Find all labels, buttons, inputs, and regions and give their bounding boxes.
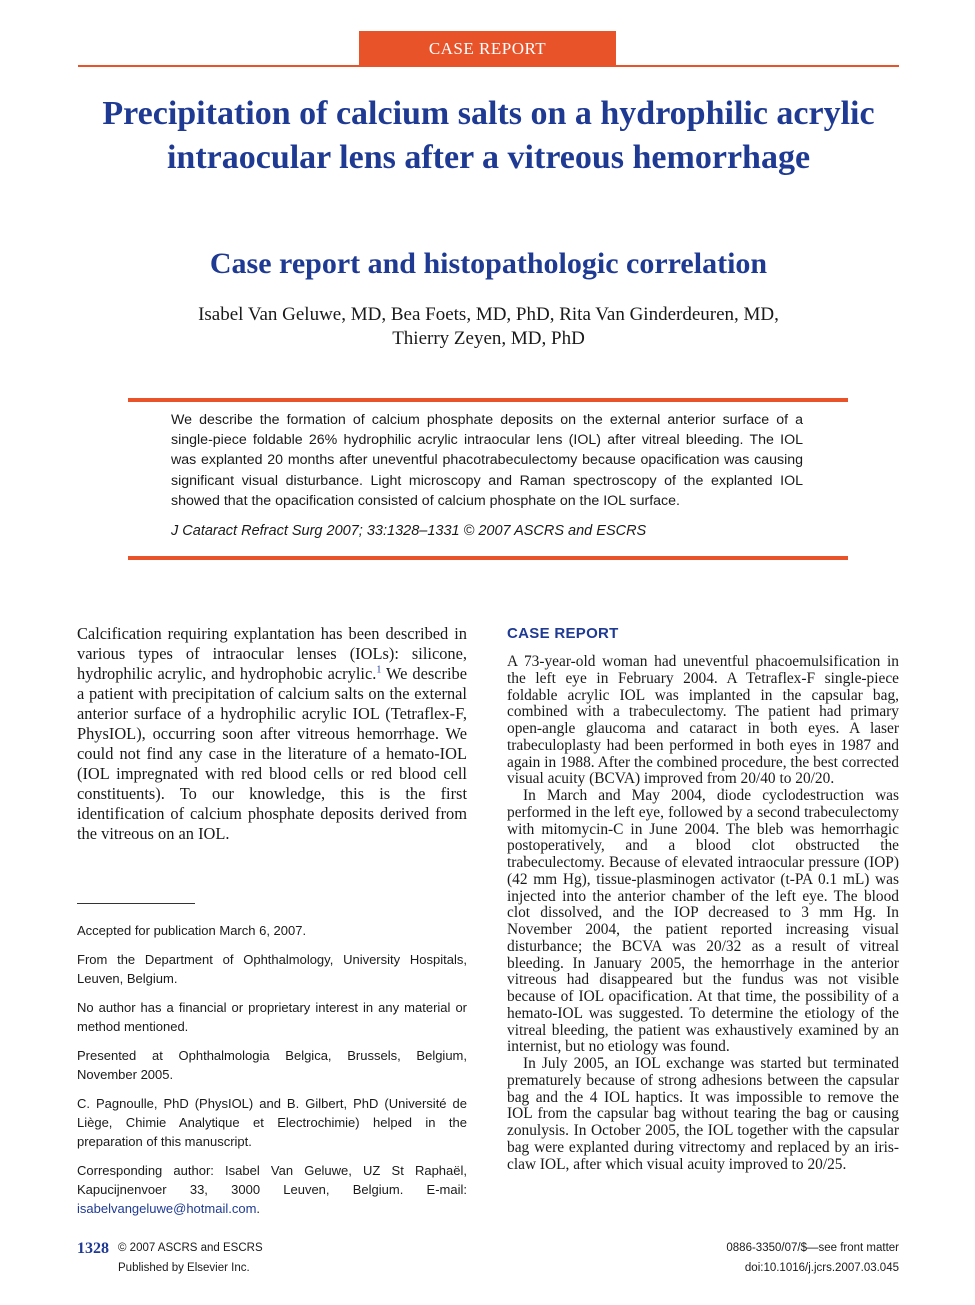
footnote-acknowledgment: C. Pagnoulle, PhD (PhysIOL) and B. Gilbert, PhD (Université de Liège, Chimie Analytique et Electrochimie) helped in the preparation of this manuscript. bbox=[77, 1096, 467, 1149]
authors-line-1: Isabel Van Geluwe, MD, Bea Foets, MD, PhD, Rita Van Ginderdeuren, MD, bbox=[198, 304, 779, 325]
abstract-rule-bottom bbox=[128, 556, 848, 560]
intro-column bbox=[77, 624, 467, 844]
intro-text-2: We describe a patient with precipitation of calcium salts on the external anterior surface of a hydrophilic acrylic IOL (Tetraflex-F, PhysIOL), occurring soon after vitreous hemorrhage. We could not find any case in the literature of a hemato-IOL (IOL impregnated with red blood cells or red blood cell constituents). To our knowledge, this is the first identification of calcium phosphate deposits derived from the vitreous on an IOL. bbox=[77, 664, 468, 843]
footnote-rule bbox=[77, 903, 195, 904]
section-tab: CASE REPORT bbox=[359, 31, 616, 66]
article-subtitle: Case report and histopathologic correlation bbox=[209, 247, 768, 280]
case-report-column bbox=[507, 624, 899, 1173]
case-paragraph-3: In July 2005, an IOL exchange was started but terminated prematurely because of strong adhesions between the capsular bag and the 4 IOL haptics. It was impossible to remove the IOL from the capsular bag without tearing the bag or causing zonulysis. In October 2005, the IOL together with the capsular bag were explanted during vitrectomy and replaced by an iris-claw IOL, after which visual acuity improved to 20/25. bbox=[507, 1055, 899, 1173]
abstract-text: We describe the formation of calcium phosphate deposits on the external anterior surface of a single-piece foldable 26% hydrophilic acrylic intraocular lens (IOL) after vitreal bleeding. The IOL was explanted 20 months after uneventful phacotrabeculectomy because opacification was causing significant visual disturbance. Light microscopy and Raman spectroscopy of the explanted IOL showed that the opacification consisted of calcium phosphate on the IOL surface. bbox=[171, 412, 803, 509]
intro-text-1: Calcification requiring explantation has been described in various types of intraocular lenses (IOLs): silicone, hydrophilic acrylic, and hydrophobic acrylic. bbox=[77, 624, 467, 683]
footnote-affiliation: From the Department of Ophthalmology, University Hospitals, Leuven, Belgium. bbox=[77, 952, 467, 986]
case-paragraph-2: In March and May 2004, diode cyclodestruction was performed in the left eye, followed by a second trabeculectomy with mitomycin-C in June 2004. The bleb was hemorrhagic postoperatively, and a blood clot obstructed the trabeculectomy. Because of elevated intraocular pressure (IOP) (42 mm Hg), tissue-plasminogen activator (t-PA 0.1 mL) was injected into the anterior chamber of the left eye. The blood clot dissolved, and the IOP decreased to 3 mm Hg. In November 2004, the patient reported increasing visual disturbance; the BCVA was 20/32 as a result of vitreal bleeding. In January 2005, the hemorrhage in the anterior vitreous had disappeared but the fundus was not visible because of IOL opacification. At that time, the possibility of a hemato-IOL was suggested. To determine the etiology of the vitreal bleeding, the patient was exhaustively examined by an internist, but no etiology was found. bbox=[507, 787, 899, 1056]
citation: J Cataract Refract Surg 2007; 33:1328–1331 © 2007 ASCRS and ESCRS bbox=[171, 523, 647, 539]
footnote-corresponding bbox=[77, 1161, 467, 1218]
footnote-accepted: Accepted for publication March 6, 2007. bbox=[77, 923, 307, 938]
intro-paragraph bbox=[77, 624, 467, 844]
author-list bbox=[78, 303, 899, 351]
authors-line-2: Thierry Zeyen, MD, PhD bbox=[392, 328, 585, 349]
footnote-disclosure: No author has a financial or proprietary interest in any material or method mentioned. bbox=[77, 1000, 467, 1034]
footer-doi: doi:10.1016/j.jcrs.2007.03.045 bbox=[744, 1262, 899, 1274]
article-title: Precipitation of calcium salts on a hydrophilic acrylic intraocular lens after a vitreous hemorrhage bbox=[102, 95, 875, 176]
footer-publisher: Published by Elsevier Inc. bbox=[118, 1262, 250, 1274]
email-link[interactable]: isabelvangeluwe@hotmail.com bbox=[77, 1201, 257, 1216]
reference-link[interactable]: 1 bbox=[376, 664, 382, 676]
footnotes bbox=[77, 921, 467, 1228]
page-number: 1328 bbox=[77, 1240, 109, 1257]
case-report-heading: CASE REPORT bbox=[507, 625, 619, 642]
footnote-presented: Presented at Ophthalmologia Belgica, Brussels, Belgium, November 2005. bbox=[77, 1048, 467, 1082]
abstract-rule-top bbox=[128, 398, 848, 402]
corresponding-text: Corresponding author: Isabel Van Geluwe, UZ St Raphaël, Kapucijnenvoer 33, 3000 Leuven, Belgium. E-mail: bbox=[77, 1163, 467, 1197]
case-paragraph-1: A 73-year-old woman had uneventful phacoemulsification in the left eye in February 2004. A Tetraflex-F single-piece foldable acrylic IOL was implanted in the capsular bag, combined with a trabeculectomy. The patient had primary open-angle glaucoma and cataract in both eyes. A laser trabeculoplasty had been performed in both eyes in 1987 and again in 1988. After the combined procedure, the best corrected visual acuity (BCVA) improved from 20/40 to 20/20. bbox=[507, 653, 899, 788]
footer-copyright: © 2007 ASCRS and ESCRS bbox=[118, 1242, 263, 1254]
corresponding-end: . bbox=[256, 1201, 261, 1216]
footer-issn: 0886-3350/07/$—see front matter bbox=[726, 1242, 899, 1254]
